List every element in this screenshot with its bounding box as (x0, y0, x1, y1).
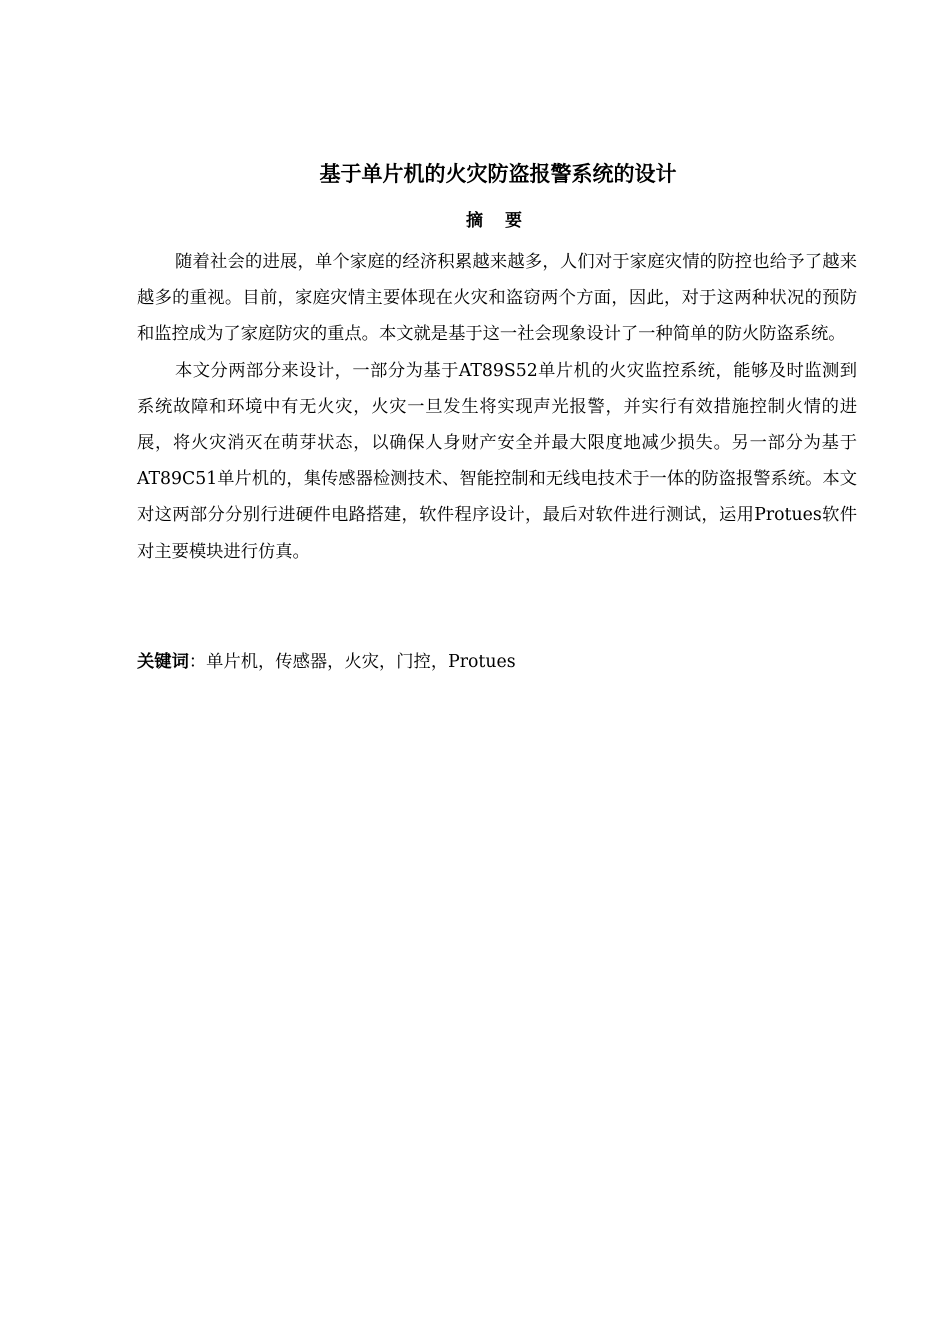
keywords-value: 单片机，传感器，火灾，门控，Protues (206, 652, 516, 672)
abstract-body (137, 244, 857, 570)
abstract-paragraph-1: 随着社会的进展，单个家庭的经济积累越来越多，人们对于家庭灾情的防控也给予了越来越多的重视。目前，家庭灾情主要体现在火灾和盗窃两个方面，因此，对于这两种状况的预防和监控成为了家庭防灾的重点。本文就是基于这一社会现象设计了一种简单的防火防盗系统。 (137, 252, 857, 345)
abstract-paragraph-2: 本文分两部分来设计，一部分为基于AT89S52单片机的火灾监控系统，能够及时监测到系统故障和环境中有无火灾，火灾一旦发生将实现声光报警，并实行有效措施控制火情的进展，将火灾消灭在萌芽状态，以确保人身财产安全并最大限度地减少损失。另一部分为基于AT89C51单片机的，集传感器检测技术、智能控制和无线电技术于一体的防盗报警系统。本文对这两部分分别行进硬件电路搭建，软件程序设计，最后对软件进行测试，运用Protues软件对主要模块进行仿真。 (137, 360, 857, 562)
abstract-heading: 摘 要 (466, 211, 530, 231)
keywords-line (137, 648, 857, 676)
keywords-separator: ： (188, 652, 207, 672)
keywords-label: 关键词 (137, 652, 189, 672)
document-title: 基于单片机的火灾防盗报警系统的设计 (319, 162, 677, 186)
